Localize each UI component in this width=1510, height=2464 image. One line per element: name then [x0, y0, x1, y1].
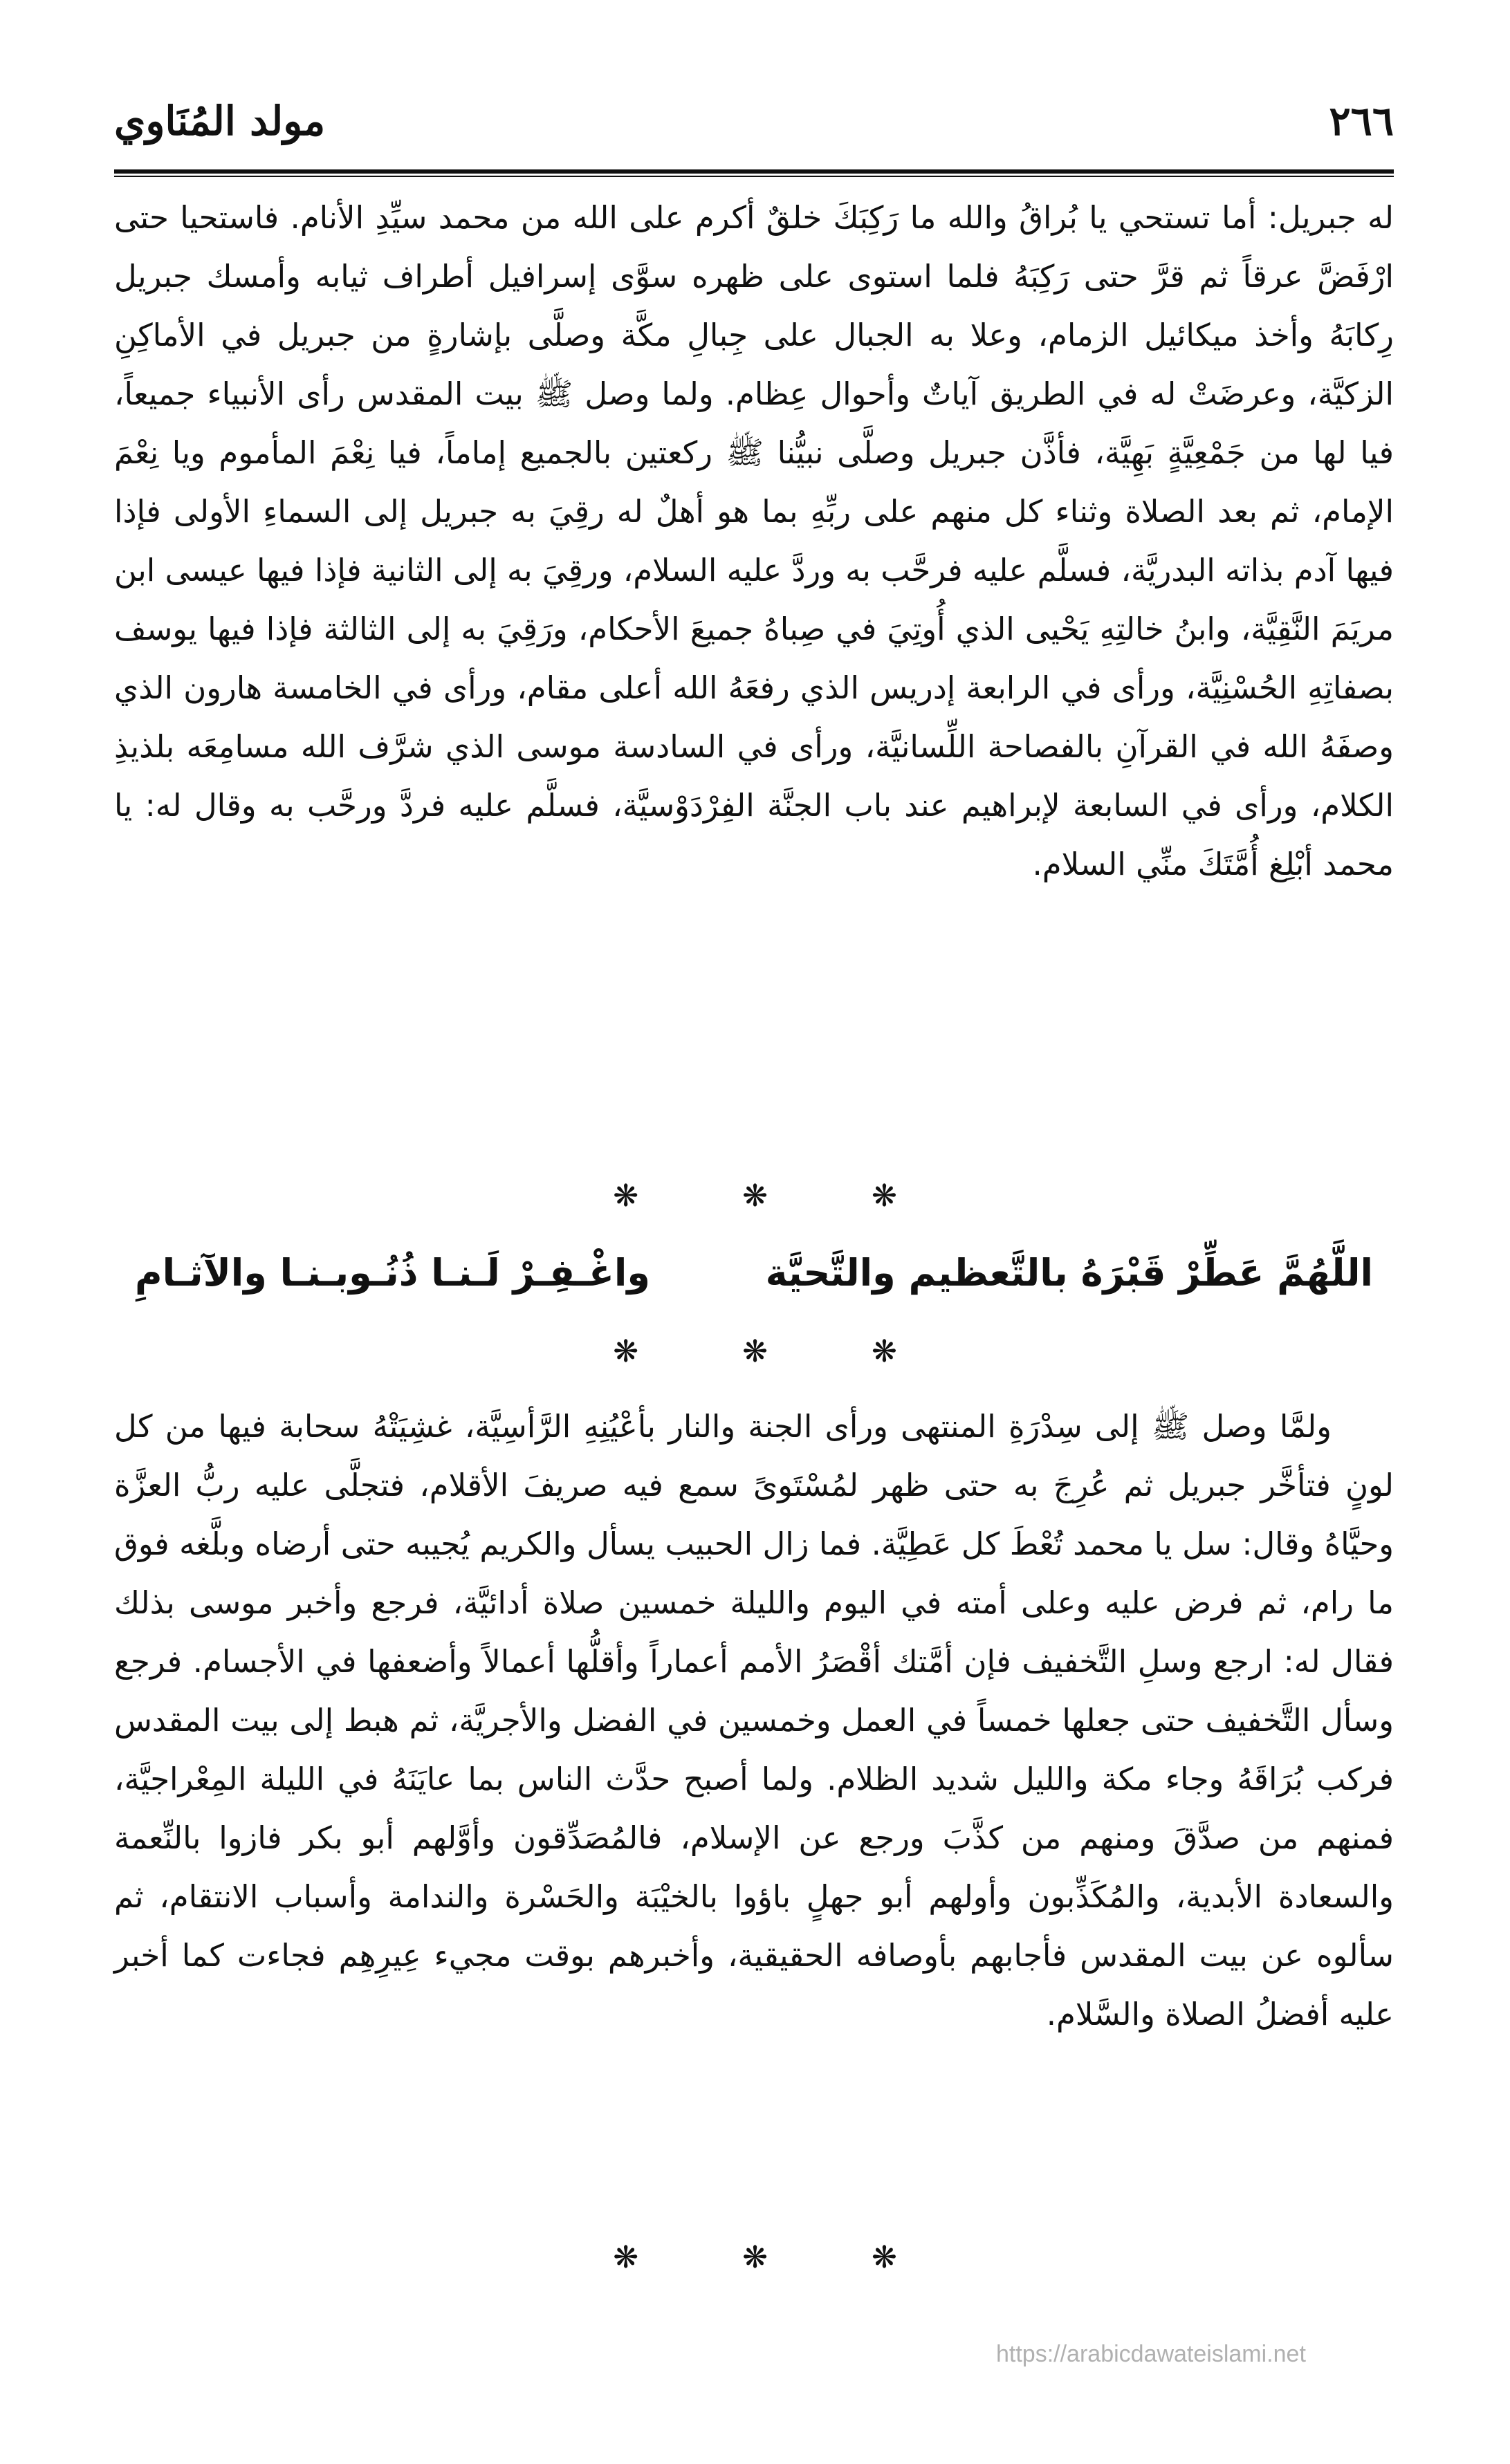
verse-hemistich-right: اللَّهُمَّ عَطِّرْ قَبْرَهُ بالتَّعظيم والتَّحيَّة: [765, 1250, 1373, 1295]
star-ornament-icon: ❋: [871, 1334, 897, 1369]
star-divider-top: [0, 1176, 1510, 1217]
star-ornament-icon: ❋: [742, 2240, 768, 2275]
body-paragraph-2: ولمَّا وصل ﷺ إلى سِدْرَةِ المنتهى ورأى الجنة والنار بأعْيُنِهِ الرَّأسِيَّة، غشِيَتْهُ سحابة فيها من كل لونٍ فتأخَّر جبريل ثم عُرِجَ به حتى ظهر لمُسْتَوىً سمع فيه صريفَ الأقلام، فتجلَّى عليه ربُّ العزَّة وحيَّاهُ وقال: سل يا محمد تُعْطَ كل عَطِيَّة. فما زال الحبيب يسأل والكريم يُجيبه حتى أرضاه وبلَّغه فوق ما رام، ثم فرض عليه وعلى أمته في اليوم والليلة خمسين صلاة أدائيَّة، فرجع وأخبر موسى بذلك فقال له: ارجع وسلِ التَّخفيف فإن أمَّتك أقْصَرُ الأمم أعماراً وأقلُّها أعمالاً وأضعفها في الأجسام. فرجع وسأل التَّخفيف حتى جعلها خمساً في العمل وخمسين في الفضل والأجريَّة، ثم هبط إلى بيت المقدس فركب بُرَاقَهُ وجاء مكة والليل شديد الظلام. ولما أصبح حدَّث الناس بما عايَنَهُ في الليلة المِعْراجيَّة، فمنهم من صدَّقَ ومنهم من كذَّبَ ورجع عن الإسلام، فالمُصَدِّقون وأوَّلهم أبو بكر فازوا بالنِّعمة والسعادة الأبدية، والمُكَذِّبون وأولهم أبو جهلٍ باؤوا بالخيْبَة والحَسْرة والندامة وأسباب الانتقام، ثم سألوه عن بيت المقدس فأجابهم بأوصافه الحقيقية، وأخبرهم بوقت مجيء عِيرِهِم فجاءت كما أخبر عليه أفضلُ الصلاة والسَّلام.: [114, 1408, 1394, 2032]
star-ornament-icon: ❋: [742, 1178, 768, 1214]
star-ornament-icon: ❋: [871, 2240, 897, 2275]
star-ornament-icon: ❋: [613, 2240, 639, 2275]
verse-hemistich-left: واغْـفِـرْ لَـنـا ذُنُـوبـنـا والآثـامِ: [135, 1250, 650, 1295]
star-ornament-icon: ❋: [871, 1178, 897, 1214]
star-divider-bottom: [0, 2237, 1510, 2279]
page-header: [114, 83, 1394, 159]
page-number: ٢٦٦: [1329, 98, 1394, 145]
watermark-url: https://arabicdawateislami.net: [996, 2341, 1306, 2367]
header-rule: [114, 169, 1394, 177]
refrain-verse: [114, 1231, 1394, 1314]
star-divider-middle: [0, 1331, 1510, 1373]
star-ornament-icon: ❋: [613, 1178, 639, 1214]
star-ornament-icon: ❋: [742, 1334, 768, 1369]
star-ornament-icon: ❋: [613, 1334, 639, 1369]
body-paragraph-1: له جبريل: أما تستحي يا بُراقُ والله ما رَكِبَكَ خلقٌ أكرم على الله من محمد سيِّدِ الأنام. فاستحيا حتى ارْفَضَّ عرقاً ثم قرَّ حتى رَكِبَهُ فلما استوى على ظهره سوَّى إسرافيل أطراف ثيابه وأمسك جبريل رِكابَهُ وأخذ ميكائيل الزمام، وعلا به الجبال على جِبالِ مكَّة وصلَّى بإشارةٍ من جبريل في الأماكِنِ الزكيَّة، وعرضَتْ له في الطريق آياتٌ وأحوال عِظام. ولما وصل ﷺ بيت المقدس رأى الأنبياء جميعاً، فيا لها من جَمْعِيَّةٍ بَهِيَّة، فأذَّن جبريل وصلَّى نبيُّنا ﷺ ركعتين بالجميع إماماً، فيا نِعْمَ المأموم ويا نِعْمَ الإمام، ثم بعد الصلاة وثناء كل منهم على ربِّهِ بما هو أهلٌ له رقِيَ به جبريل إلى السماءِ الأولى فإذا فيها آدم بذاته البدريَّة، فسلَّم عليه فرحَّب به وردَّ عليه السلام، ورقِيَ به إلى الثانية فإذا فيها عيسى ابن مريَمَ النَّقِيَّة، وابنُ خالتِهِ يَحْيى الذي أُوتِيَ في صِباهُ جميعَ الأحكام، ورَقِيَ به إلى الثالثة فإذا فيها يوسف بصفاتِهِ الحُسْنِيَّة، ورأى في الرابعة إدريس الذي رفعَهُ الله أعلى مقام، ورأى في الخامسة هارون الذي وصفَهُ الله في القرآنِ بالفصاحة اللِّسانيَّة، ورأى في السادسة موسى الذي شرَّف الله مسامِعَه بلذيذِ الكلام، ورأى في السابعة لإبراهيم عند باب الجنَّة الفِرْدَوْسيَّة، فسلَّم عليه فردَّ ورحَّب به وقال له: يا محمد أبْلِغ أُمَّتَكَ منِّي السلام.: [114, 199, 1394, 882]
running-title: مولد المُنَاوي: [114, 98, 326, 145]
